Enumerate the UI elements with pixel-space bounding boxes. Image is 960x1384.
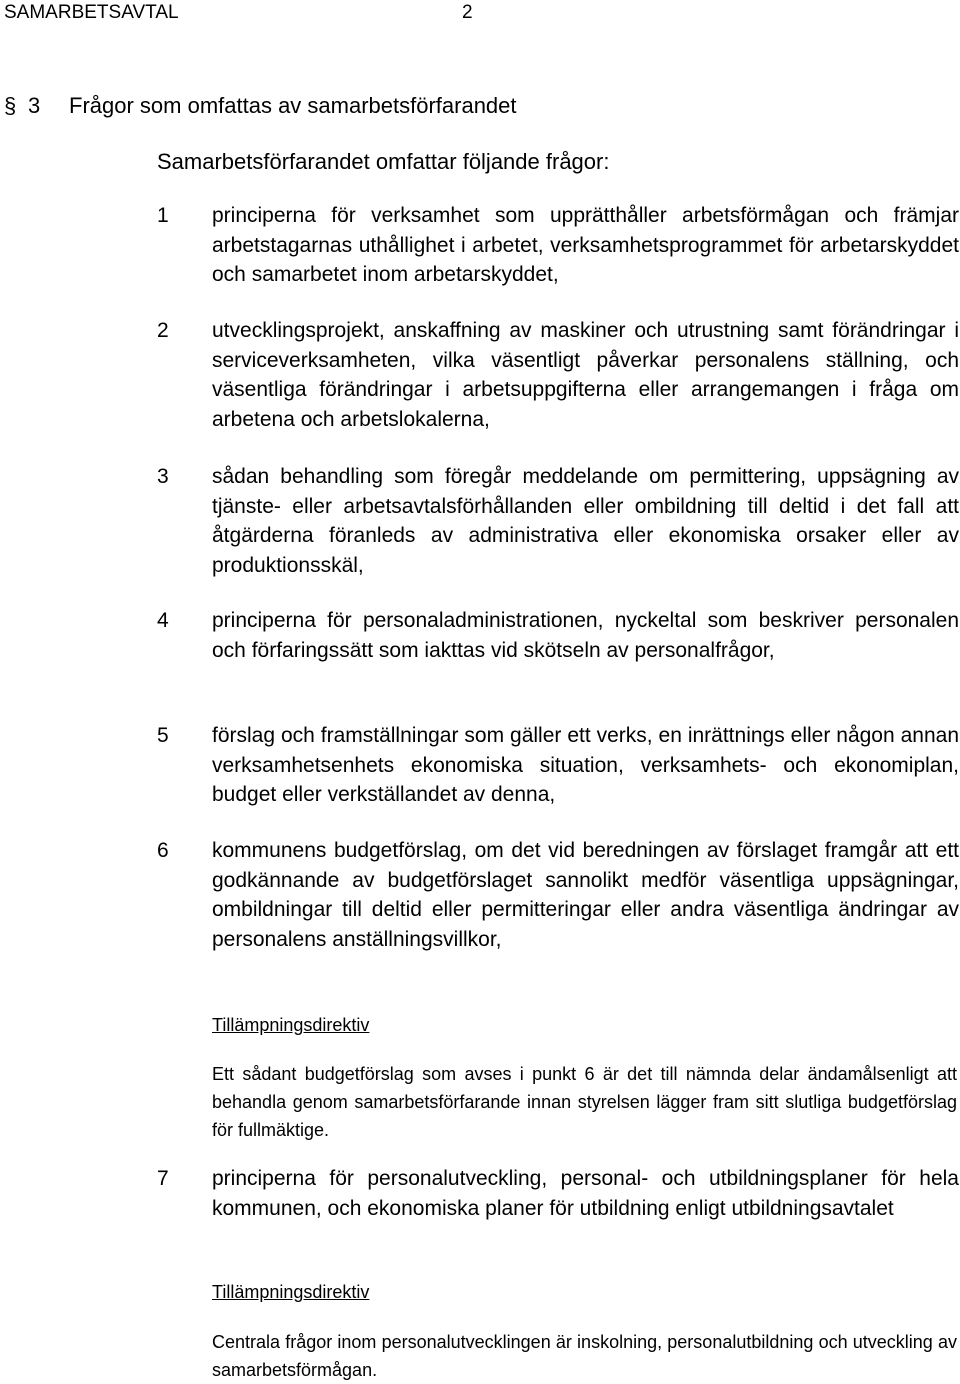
list-item (157, 462, 959, 580)
list-item-text: principerna för personaladministrationen, nyckeltal som beskriver personalen och förfaringssätt som iakttas vid skötseln av personalfrågor, (212, 609, 959, 662)
list-item-number: 1 (157, 204, 169, 227)
section-title: Frågor som omfattas av samarbetsförfarandet (69, 93, 517, 118)
list-item (157, 201, 959, 290)
list-item (157, 316, 959, 434)
directive-heading: Tillämpningsdirektiv (212, 1282, 370, 1302)
list-item-number: 5 (157, 724, 169, 747)
list-item-text: principerna för personalutveckling, personal- och utbildningsplaner för hela kommunen, och ekonomiska planer för utbildning enligt utbildningsavtalet (212, 1167, 959, 1220)
list-item-number: 3 (157, 465, 169, 488)
list-item-text: kommunens budgetförslag, om det vid beredningen av förslaget framgår att ett godkännande av budgetförslaget sannolikt medför väsentliga uppsägningar, ombildningar till deltid eller permitteringar eller andra väsentliga ändringar av personalens anställningsvillkor, (212, 839, 959, 951)
list-item-number: 7 (157, 1167, 169, 1190)
directive-heading: Tillämpningsdirektiv (212, 1015, 370, 1035)
list-item-text: sådan behandling som föregår meddelande om permittering, uppsägning av tjänste- eller arbetsavtalsförhållanden eller ombildning till deltid i det fall att åtgärderna föranleds av administrativa eller ekonomiska orsaker eller av produktionsskäl, (212, 465, 959, 577)
list-item-number: 2 (157, 319, 169, 342)
list-item-text: utvecklingsprojekt, anskaffning av maskiner och utrustning samt förändringar i serviceverksamheten, vilka väsentligt påverkar personalens ställning, och väsentliga förändringar i arbetsuppgifterna eller arrangemangen i fråga om arbetena och arbetslokalerna, (212, 319, 959, 431)
list-item (157, 836, 959, 954)
list-item (157, 1164, 959, 1223)
directive-text: Ett sådant budgetförslag som avses i punkt 6 är det till nämnda delar ändamålsenligt att behandla genom samarbetsförfarande innan styrelsen lägger fram sitt slutliga budgetförslag för fullmäktige. (212, 1064, 957, 1140)
list-item-text: principerna för verksamhet som upprätthåller arbetsförmågan och främjar arbetstagarnas uthållighet i arbetet, verksamhetsprogrammet för arbetarskyddet och samarbetet inom arbetarskyddet, (212, 204, 959, 286)
list-item-text: förslag och framställningar som gäller ett verks, en inrättnings eller någon annan verksamhetsenhets ekonomiska situation, verksamhets- och ekonomiplan, budget eller verkställandet av denna, (212, 724, 959, 806)
section-number: 3 (28, 93, 41, 118)
document-title: SAMARBETSAVTAL (4, 2, 179, 23)
list-item (157, 606, 959, 665)
section-symbol: § (4, 93, 17, 118)
page-number: 2 (462, 2, 473, 23)
list-item (157, 721, 959, 810)
running-header (4, 2, 473, 24)
directive-text: Centrala frågor inom personalutvecklingen är inskolning, personalutbildning och utveckling av samarbetsförmågan. (212, 1332, 957, 1380)
list-item-number: 6 (157, 839, 169, 862)
intro-paragraph: Samarbetsförfarandet omfattar följande frågor: (157, 149, 610, 174)
list-item-number: 4 (157, 609, 169, 632)
